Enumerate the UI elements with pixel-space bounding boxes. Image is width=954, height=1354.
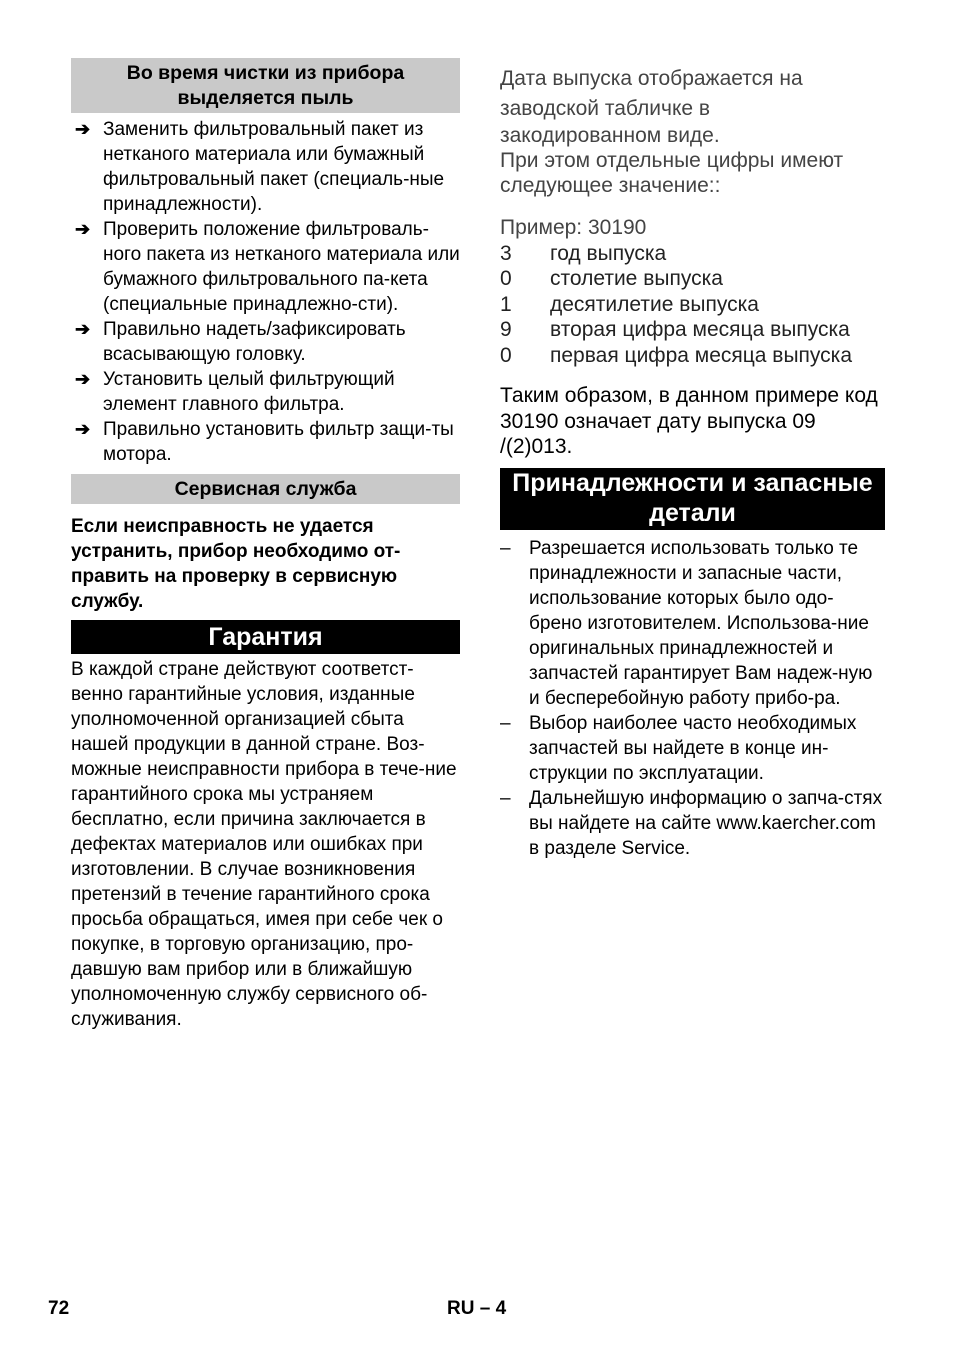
list-item bbox=[71, 367, 460, 417]
list-item-text: Проверить положение фильтроваль-ного пакета из нетканого материала или бумажного фильтровального па-кета (специальные принадлежно-сти). bbox=[103, 219, 460, 315]
list-item-text: Правильно надеть/зафиксировать всасывающую головку. bbox=[103, 319, 406, 365]
accessories-list bbox=[500, 536, 885, 861]
list-item bbox=[71, 417, 460, 467]
code-digit: 1 bbox=[500, 292, 512, 316]
dust-steps-list bbox=[71, 117, 460, 467]
list-item bbox=[500, 786, 885, 861]
dash-icon: – bbox=[500, 787, 511, 809]
list-item-text: Дальнейшую информацию о запча-стях вы найдете на сайте www.kaercher.com в разделе Service. bbox=[529, 787, 883, 859]
code-meaning: вторая цифра месяца выпуска bbox=[550, 318, 850, 341]
list-item-text: Заменить фильтровальный пакет из нетканого материала или бумажный фильтровальный пакет (специаль-ные принадлежности). bbox=[103, 119, 445, 215]
list-item bbox=[71, 117, 460, 217]
table-row bbox=[500, 343, 885, 369]
left-column bbox=[71, 58, 460, 1032]
arrow-right-icon: ➔ bbox=[75, 319, 91, 339]
table-row bbox=[500, 266, 885, 292]
service-text: Если неисправность не удается устранить, прибор необходимо от-править на проверку в сервисную службу. bbox=[71, 516, 401, 612]
list-item-text: Разрешается использовать только те принадлежности и запасные части, использование которых было одо-брено изготовителем. Использова-ние оригинальных принадлежностей и запчастей гарантирует Вам надеж-ную и бесперебойную работу прибо-ра. bbox=[529, 537, 873, 709]
example-label: Пример: 30190 bbox=[500, 216, 647, 239]
code-meaning: столетие выпуска bbox=[550, 267, 723, 290]
code-digit: 0 bbox=[500, 267, 512, 290]
page-number: 72 bbox=[48, 1298, 70, 1319]
list-item-text: Правильно установить фильтр защи-ты мотора. bbox=[103, 419, 454, 465]
table-row bbox=[500, 317, 885, 343]
code-meaning: десятилетие выпуска bbox=[550, 292, 759, 316]
table-row bbox=[500, 241, 885, 267]
dust-heading: Во время чистки из прибора выделяется пыль bbox=[71, 58, 460, 113]
code-digit: 0 bbox=[500, 343, 512, 367]
arrow-right-icon: ➔ bbox=[75, 369, 91, 389]
date-line: заводской табличке в bbox=[500, 96, 711, 120]
warranty-heading: Гарантия bbox=[71, 620, 460, 654]
arrow-right-icon: ➔ bbox=[75, 219, 91, 239]
list-item-text: Выбор наиболее часто необходимых запчастей вы найдете в конце ин-струкции по эксплуатации. bbox=[529, 712, 857, 784]
section-code: RU – 4 bbox=[447, 1298, 507, 1319]
arrow-right-icon: ➔ bbox=[75, 119, 91, 139]
list-item bbox=[500, 711, 885, 786]
right-column bbox=[500, 58, 885, 861]
list-item-text: Установить целый фильтрующий элемент главного фильтра. bbox=[103, 369, 395, 415]
warranty-text: В каждой стране действуют соответст-венно гарантийные условия, изданные уполномоченной организацией сбыта нашей продукции в данной стране. Воз-можные неисправности прибора в тече-ние гарантийного срока мы устраняем бесплатно, если причина заключается в дефектах материалов или ошибках при изготовлении. В случае возникновения претензий в течение гарантийного срока просьба обращаться, имея при себе чек о покупке, в торговую организацию, про-давшую вам прибор или в ближайшую уполномоченную службу сервисного об-служивания. bbox=[71, 659, 457, 1030]
meaning-line: При этом отдельные цифры имеют bbox=[500, 149, 844, 172]
code-digit: 9 bbox=[500, 318, 512, 341]
service-heading: Сервисная служба bbox=[71, 474, 460, 504]
dash-icon: – bbox=[500, 537, 511, 559]
dash-icon: – bbox=[500, 712, 511, 734]
list-item bbox=[500, 536, 885, 711]
list-item bbox=[71, 217, 460, 317]
meaning-line: следующее значение:: bbox=[500, 174, 721, 197]
code-table bbox=[500, 241, 885, 369]
code-digit: 3 bbox=[500, 241, 512, 265]
list-item bbox=[71, 317, 460, 367]
table-row bbox=[500, 292, 885, 318]
code-meaning: год выпуска bbox=[550, 241, 667, 265]
conclusion-text: Таким образом, в данном примере код 30190 означает дату выпуска 09 /(2)013. bbox=[500, 384, 878, 458]
arrow-right-icon: ➔ bbox=[75, 419, 91, 439]
code-meaning: первая цифра месяца выпуска bbox=[550, 343, 853, 367]
date-line: закодированном виде. bbox=[500, 124, 720, 147]
date-line: Дата выпуска отображается на bbox=[500, 67, 803, 90]
date-intro bbox=[500, 64, 885, 198]
accessories-heading: Принадлежности и запасные детали bbox=[500, 468, 885, 530]
